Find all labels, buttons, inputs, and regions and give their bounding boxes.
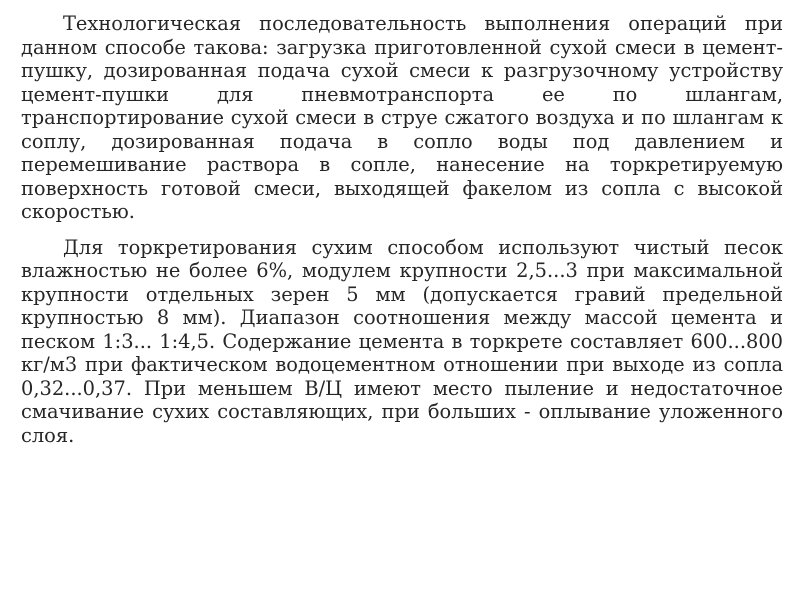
paragraph-dry-mix-requirements: Для торкретирования сухим способом используют чистый песок влажностью не более 6%, модулем крупности 2,5...3 при максимальной крупности отдельных зерен 5 мм (допускается гравий предельной крупностью 8 мм). Диапазон соотношения между массой цемента и песком 1:3... 1:4,5. Содержание цемента в торкрете составляет 600...800 кг/м3 при фактическом водоцементном отношении при выходе из сопла 0,32...0,37. При меньшем В/Ц имеют место пыление и недостаточное смачивание сухих составляющих, при больших - оплывание уложенного слоя.: [21, 235, 783, 447]
text-body: [21, 12, 783, 447]
paragraph-shotcrete-process: Технологическая последовательность выполнения операций при данном способе такова: загрузка приготовленной сухой смеси в цемент-пушку, дозированная подача сухой смеси к разгрузочному устройству цемент-пушки для пневмотранспорта ее по шлангам, транспортирование сухой смеси в струе сжатого воздуха и по шлангам к соплу, дозированная подача в сопло воды под давлением и перемешивание раствора в сопле, нанесение на торкретируемую поверхность готовой смеси, выходящей факелом из сопла с высокой скоростью.: [21, 12, 783, 223]
